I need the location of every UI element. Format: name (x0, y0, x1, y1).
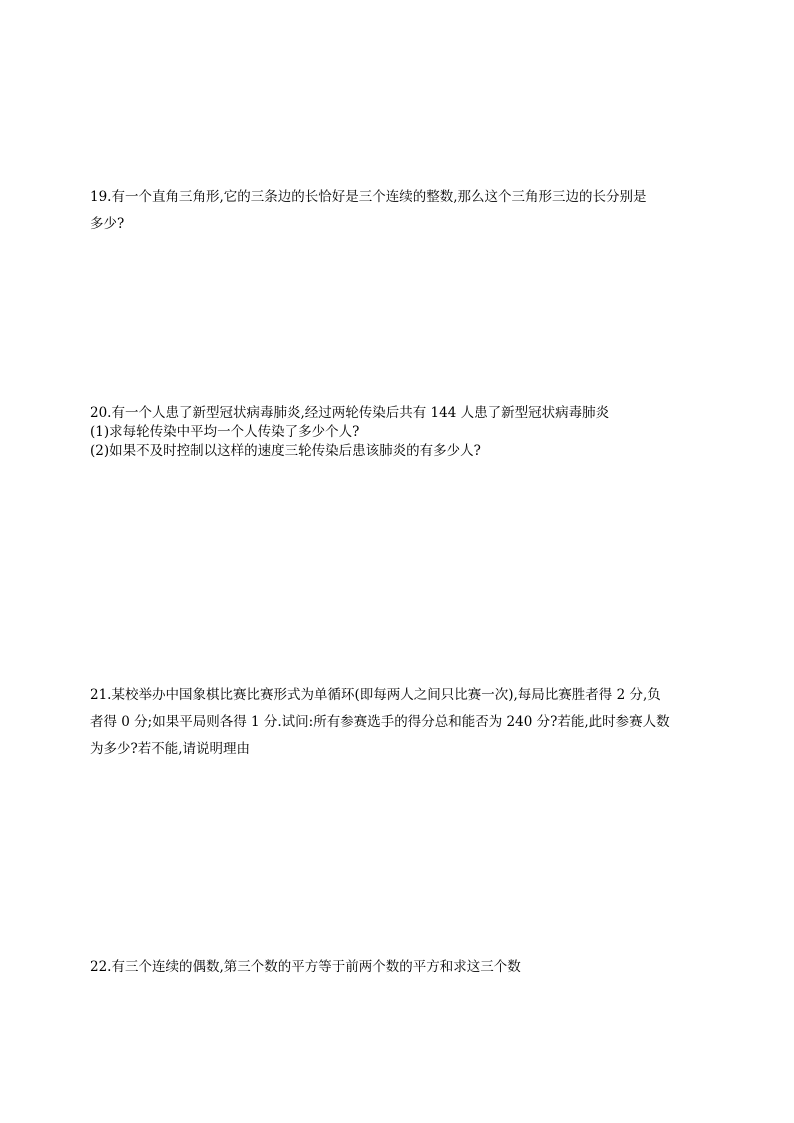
question-19-line-2: 多少? (90, 216, 125, 232)
question-21-line-3: 为多少?若不能,请说明理由 (90, 741, 251, 757)
question-20-stem: 20.有一个人患了新型冠状病毒肺炎,经过两轮传染后共有 144 人患了新型冠状病毒肺炎 (90, 405, 610, 421)
question-21-line-1: 21.某校举办中国象棋比赛比赛形式为单循环(即每两人之间只比赛一次),每局比赛胜者得 2 分,负 (90, 687, 661, 703)
question-22-line-1: 22.有三个连续的偶数,第三个数的平方等于前两个数的平方和求这三个数 (90, 959, 521, 975)
question-20-part-1: (1)求每轮传染中平均一个人传染了多少个人? (90, 424, 360, 440)
question-20-part-2: (2)如果不及时控制以这样的速度三轮传染后患该肺炎的有多少人? (90, 443, 481, 459)
question-20 (90, 404, 710, 461)
question-21 (90, 682, 710, 763)
question-21-line-2: 者得 0 分;如果平局则各得 1 分.试问:所有参赛选手的得分总和能否为 240 分?若能,此时参赛人数 (90, 714, 670, 730)
question-22 (90, 954, 710, 981)
question-19 (90, 184, 710, 238)
question-19-line-1: 19.有一个直角三角形,它的三条边的长恰好是三个连续的整数,那么这个三角形三边的长分别是 (90, 189, 647, 205)
